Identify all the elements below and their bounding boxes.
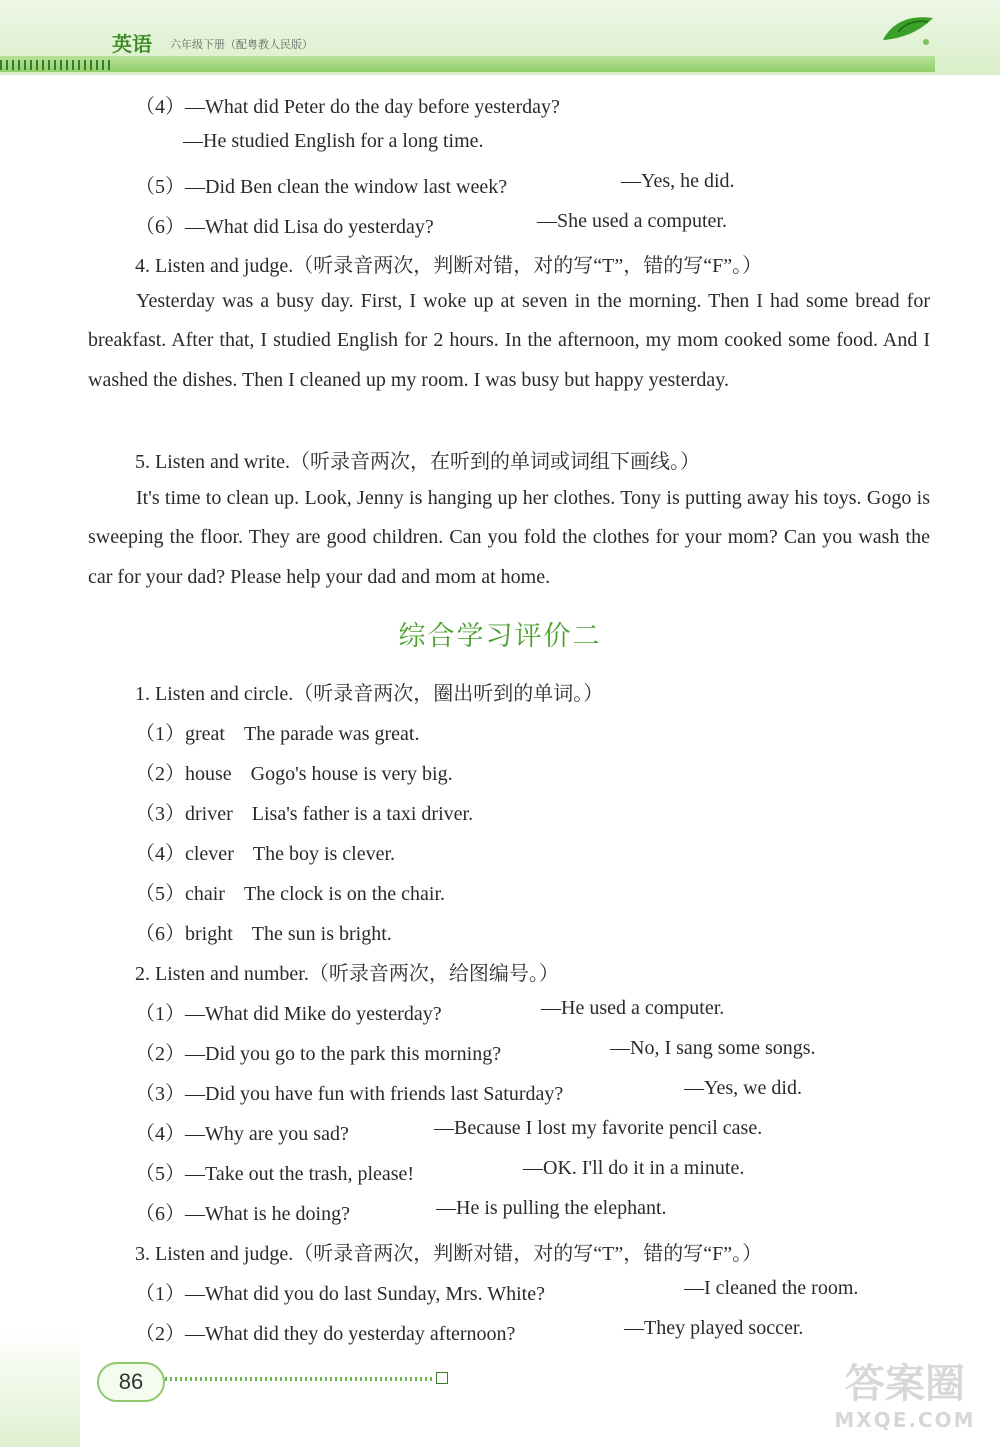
page-dotted-rule	[165, 1377, 435, 1381]
watermark-en: MXQE.COM	[834, 1408, 976, 1432]
watermark-cn: 答案圈	[845, 1361, 965, 1407]
section-title: 综合学习评价二	[398, 621, 602, 652]
s2-item3-title: 3. Listen and judge.（听录音两次，判断对错，对的写“T”，错的写“F”。）	[135, 1243, 763, 1265]
footer-band	[0, 1330, 80, 1447]
list-item: （2）house Gogo's house is very big.	[135, 763, 453, 785]
list-item: （4）clever The boy is clever.	[135, 843, 396, 865]
list-item-answer: —They played soccer.	[624, 1317, 804, 1339]
list-item: （5）chair The clock is on the chair.	[135, 883, 446, 905]
edition-label: 六年级下册（配粤教人民版）	[170, 39, 313, 51]
q4-question: （4）—What did Peter do the day before yesterday?	[135, 96, 560, 118]
list-item-answer: —He used a computer.	[541, 997, 725, 1019]
list-item-question: （5）—Take out the trash, please!	[135, 1163, 415, 1185]
subject-title: 英语	[112, 32, 152, 56]
list-item-question: （1）—What did you do last Sunday, Mrs. White?	[135, 1283, 545, 1305]
list-item: （6）bright The sun is bright.	[135, 923, 392, 945]
watermark	[820, 1360, 990, 1440]
header-stripe	[0, 56, 935, 72]
list-item-question: （2）—Did you go to the park this morning?	[135, 1043, 502, 1065]
list-item-question: （3）—Did you have fun with friends last Saturday?	[135, 1083, 564, 1105]
list-item-answer: —OK. I'll do it in a minute.	[523, 1157, 745, 1179]
list-item-answer: —Because I lost my favorite pencil case.	[434, 1117, 763, 1139]
page-number: 86	[97, 1362, 165, 1402]
item4-title: 4. Listen and judge.（听录音两次，判断对错，对的写“T”，错的写“F”。）	[135, 255, 763, 277]
list-item-question: （4）—Why are you sad?	[135, 1123, 349, 1145]
q5-answer: —Yes, he did.	[621, 170, 735, 192]
q4-answer: —He studied English for a long time.	[183, 130, 484, 152]
list-item-answer: —Yes, we did.	[684, 1077, 802, 1099]
s2-item2-title: 2. Listen and number.（听录音两次，给图编号。）	[135, 963, 559, 985]
square-icon	[436, 1372, 448, 1384]
list-item-answer: —I cleaned the room.	[684, 1277, 859, 1299]
list-item-answer: —No, I sang some songs.	[610, 1037, 816, 1059]
item5-title: 5. Listen and write.（听录音两次，在听到的单词或词组下画线。）	[135, 451, 700, 473]
item5-text: It's time to clean up. Look, Jenny is hanging up her clothes. Tony is putting away his toys. Gogo is sweeping the floor. They are good children. Can you fold the clothes for your mom? Can you wash the car for your dad? Please help your dad and mom at home.	[88, 487, 930, 588]
q6-question: （6）—What did Lisa do yesterday?	[135, 216, 434, 238]
list-item-answer: —He is pulling the elephant.	[436, 1197, 667, 1219]
leaf-logo-icon	[878, 10, 938, 50]
item4-text: Yesterday was a busy day. First, I woke up at seven in the morning. Then I had some bread for breakfast. After that, I studied English for 2 hours. In the afternoon, my mom cooked some food. And I washed the dishes. Then I cleaned up my room. I was busy but happy yesterday.	[88, 290, 930, 391]
s2-item1-title: 1. Listen and circle.（听录音两次，圈出听到的单词。）	[135, 683, 604, 705]
q6-answer: —She used a computer.	[537, 210, 727, 232]
list-item-question: （6）—What is he doing?	[135, 1203, 350, 1225]
q5-question: （5）—Did Ben clean the window last week?	[135, 176, 508, 198]
list-item-question: （1）—What did Mike do yesterday?	[135, 1003, 442, 1025]
list-item: （1）great The parade was great.	[135, 723, 420, 745]
list-item: （3）driver Lisa's father is a taxi driver.	[135, 803, 474, 825]
header-ticks	[0, 60, 110, 70]
list-item-question: （2）—What did they do yesterday afternoon?	[135, 1323, 516, 1345]
